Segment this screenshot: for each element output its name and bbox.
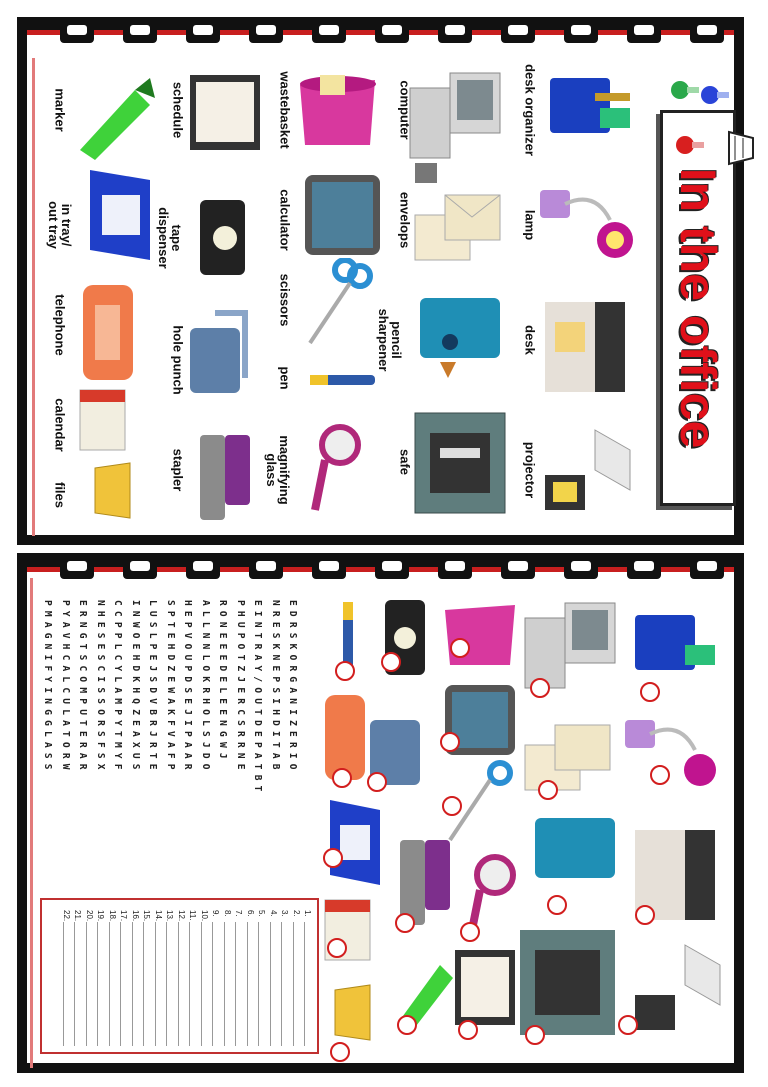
answer-number: 4. — [268, 910, 278, 917]
answer-number: 13. — [165, 910, 174, 922]
spiral-ring — [564, 17, 598, 43]
lamp-icon — [535, 180, 635, 270]
computer-icon — [405, 68, 505, 188]
answer-circle[interactable] — [618, 1015, 638, 1035]
wastebasket-icon — [435, 595, 520, 675]
hole-punch-icon — [185, 308, 255, 408]
spiral-ring — [690, 17, 724, 43]
projector-icon — [625, 935, 725, 1050]
answer-circle[interactable] — [327, 938, 347, 958]
answer-line[interactable] — [132, 922, 133, 1046]
word-search-row: PMAGNIFYINGGLASS — [42, 600, 53, 775]
vocab-label-telephone: telephone — [52, 294, 68, 356]
answer-number: 12. — [176, 910, 186, 922]
margin-line — [32, 58, 35, 536]
magnifying-glass-icon — [300, 415, 380, 520]
spiral-ring — [123, 553, 157, 579]
word-search-row: INWOEHDKHQZEAXUS — [129, 600, 141, 775]
spiral-ring — [312, 17, 346, 43]
answer-line[interactable] — [281, 922, 282, 1046]
tray-icon — [80, 160, 160, 270]
files-icon — [330, 980, 375, 1045]
answer-line[interactable] — [143, 922, 144, 1046]
answer-number: 17. — [119, 910, 128, 922]
marker-icon — [65, 70, 155, 160]
answer-line[interactable] — [178, 922, 179, 1046]
answer-line[interactable] — [120, 922, 121, 1046]
answer-number: 14. — [153, 910, 163, 922]
spiral-ring — [501, 17, 535, 43]
answer-line[interactable] — [235, 922, 236, 1046]
spiral-ring — [60, 17, 94, 43]
vocab-label-pen: pen — [277, 366, 293, 390]
calendar-icon — [75, 385, 135, 460]
word-search-row: ALLNNLOKRHOLSJDO — [199, 600, 211, 775]
vocab-label-scissors: scissors — [277, 273, 293, 327]
answer-number: 21. — [73, 910, 82, 922]
answer-circle[interactable] — [635, 905, 655, 925]
safe-icon — [515, 925, 620, 1040]
answer-lines-box — [40, 898, 319, 1054]
wastebasket-icon — [290, 70, 385, 155]
answer-line[interactable] — [86, 922, 87, 1046]
word-search-row: SPTEHDZEWAKFVAFP — [164, 600, 176, 775]
calendar-icon — [320, 895, 375, 965]
spiral-ring — [186, 17, 220, 43]
vocab-label-envelops: envelops — [397, 191, 413, 249]
vocab-label-wastebasket: wastebasket — [277, 71, 293, 149]
answer-line[interactable] — [189, 922, 190, 1046]
answer-circle[interactable] — [381, 652, 401, 672]
answer-line[interactable] — [304, 922, 305, 1046]
answer-circle[interactable] — [332, 768, 352, 788]
schedule-icon — [445, 945, 520, 1035]
word-search-row: ERNGTSCOMPUTERAR — [77, 600, 88, 775]
vocab-label-hole-punch: hole punch — [170, 325, 186, 395]
word-search-row: EDRSKORGANIZERIO — [287, 600, 298, 775]
answer-number: 5. — [257, 910, 266, 917]
answer-line[interactable] — [258, 922, 259, 1046]
schedule-icon — [180, 70, 265, 155]
tape-dispenser-icon — [195, 190, 255, 285]
answer-line[interactable] — [201, 922, 202, 1046]
answer-line[interactable] — [166, 922, 167, 1046]
spiral-ring — [186, 553, 220, 579]
answer-circle[interactable] — [530, 678, 550, 698]
vocab-label-computer: computer — [397, 80, 413, 140]
spiral-ring — [438, 553, 472, 579]
telephone-icon — [75, 275, 145, 385]
vocab-label-stapler: stapler — [170, 448, 186, 492]
word-search-row: PHUPOTZJERCSRRNE — [234, 600, 246, 775]
answer-circle[interactable] — [335, 661, 355, 681]
answer-line[interactable] — [247, 922, 248, 1046]
word-search-row: PYAVHCALCULATORW — [59, 600, 71, 775]
word-search-row: NHESESCISSORSFSX — [94, 600, 106, 775]
answer-line[interactable] — [74, 922, 75, 1046]
answer-circle[interactable] — [450, 638, 470, 658]
answer-number: 15. — [142, 910, 151, 922]
spiral-ring — [249, 17, 283, 43]
vocab-label-files: files — [52, 481, 68, 509]
spiral-ring — [627, 17, 661, 43]
pencil-sharpener-icon — [525, 810, 625, 900]
answer-number: 8. — [222, 910, 232, 917]
answer-number: 9. — [211, 910, 220, 917]
envelope-icon — [520, 715, 620, 810]
answer-line[interactable] — [212, 922, 213, 1046]
answer-number: 22. — [61, 910, 71, 922]
calculator-icon — [300, 170, 385, 260]
answer-line[interactable] — [270, 922, 271, 1046]
desk-icon — [535, 292, 635, 402]
vocab-label-magnifying-glass: magnifying glass — [264, 435, 292, 505]
vocab-label-desk: desk — [522, 325, 538, 355]
word-search-row: LUSLPEJSDVBRJRTE — [147, 600, 158, 775]
answer-number: 20. — [84, 910, 94, 922]
vocab-label-calculator: calculator — [277, 189, 293, 251]
answer-circle[interactable] — [650, 765, 670, 785]
answer-circle[interactable] — [397, 1015, 417, 1035]
word-search-row: NRESKNEPSIHDITAB — [269, 600, 281, 775]
answer-number: 1. — [303, 910, 312, 917]
desk-organizer-icon — [540, 68, 635, 153]
answer-circle[interactable] — [367, 772, 387, 792]
spiral-ring — [690, 553, 724, 579]
spiral-ring — [249, 553, 283, 579]
vocab-label-in-tray-out-tray: in tray/ out tray — [46, 201, 74, 249]
answer-circle[interactable] — [395, 913, 415, 933]
answer-circle[interactable] — [460, 922, 480, 942]
envelope-icon — [410, 185, 510, 280]
files-icon — [90, 458, 135, 523]
vocab-label-calendar: calendar — [52, 398, 68, 452]
spiral-ring — [375, 553, 409, 579]
vocab-label-lamp: lamp — [522, 209, 538, 241]
vocab-label-projector: projector — [522, 441, 538, 499]
answer-circle[interactable] — [538, 780, 558, 800]
page-title: In the office — [670, 167, 726, 449]
answer-circle[interactable] — [330, 1042, 350, 1062]
answer-number: 2. — [291, 910, 301, 917]
vocab-label-schedule: schedule — [170, 81, 186, 139]
answer-line[interactable] — [63, 922, 64, 1046]
vocab-label-desk-organizer: desk organizer — [522, 64, 538, 156]
answer-number: 19. — [96, 910, 105, 922]
spiral-ring — [60, 553, 94, 579]
lamp-icon — [620, 710, 720, 800]
answer-circle[interactable] — [442, 796, 462, 816]
pen-icon — [300, 360, 385, 400]
answer-line[interactable] — [109, 922, 110, 1046]
scissors-icon — [300, 258, 380, 348]
vocab-label-pencil-sharpener: pencil sharpener — [376, 308, 404, 372]
desk-organizer-icon — [625, 605, 725, 690]
answer-line[interactable] — [97, 922, 98, 1046]
safe-icon — [410, 408, 510, 518]
vocab-label-tape-dispenser: tape dispenser — [156, 207, 184, 269]
spiral-ring — [312, 553, 346, 579]
computer-icon — [520, 598, 620, 718]
spiral-ring — [123, 17, 157, 43]
answer-line[interactable] — [293, 922, 294, 1046]
vocab-label-marker: marker — [52, 88, 68, 132]
banner-hanger-icon — [725, 128, 757, 168]
answer-number: 16. — [130, 910, 140, 922]
answer-number: 7. — [234, 910, 243, 917]
margin-line — [30, 578, 33, 1068]
projector-icon — [535, 420, 635, 530]
spiral-ring — [501, 553, 535, 579]
word-search-row: CCPPLCYLAMPYTMYF — [112, 600, 123, 775]
answer-circle[interactable] — [440, 732, 460, 752]
answer-number: 3. — [280, 910, 289, 917]
answer-line[interactable] — [155, 922, 156, 1046]
stapler-icon — [190, 425, 260, 525]
spiral-ring — [375, 17, 409, 43]
answer-number: 18. — [107, 910, 117, 922]
spiral-ring — [564, 553, 598, 579]
answer-number: 11. — [188, 910, 197, 921]
pencil-sharpener-icon — [410, 290, 510, 380]
spiral-ring — [627, 553, 661, 579]
answer-circle[interactable] — [458, 1020, 478, 1040]
marker-icon — [385, 950, 455, 1030]
word-search-row: HEPVOUPDSEJIPAAR — [182, 600, 193, 775]
answer-number: 10. — [199, 910, 209, 922]
answer-circle[interactable] — [547, 895, 567, 915]
tray-icon — [320, 790, 390, 890]
answer-circle[interactable] — [640, 682, 660, 702]
word-search-row: RONEEEDELEENGWJ — [217, 600, 228, 764]
answer-circle[interactable] — [525, 1025, 545, 1045]
answer-circle[interactable] — [323, 848, 343, 868]
spiral-ring — [438, 17, 472, 43]
answer-number: 6. — [245, 910, 255, 917]
answer-line[interactable] — [224, 922, 225, 1046]
word-search-row: EINTRAY/OUTDEPATBT — [252, 600, 263, 797]
vocab-label-safe: safe — [397, 448, 413, 476]
